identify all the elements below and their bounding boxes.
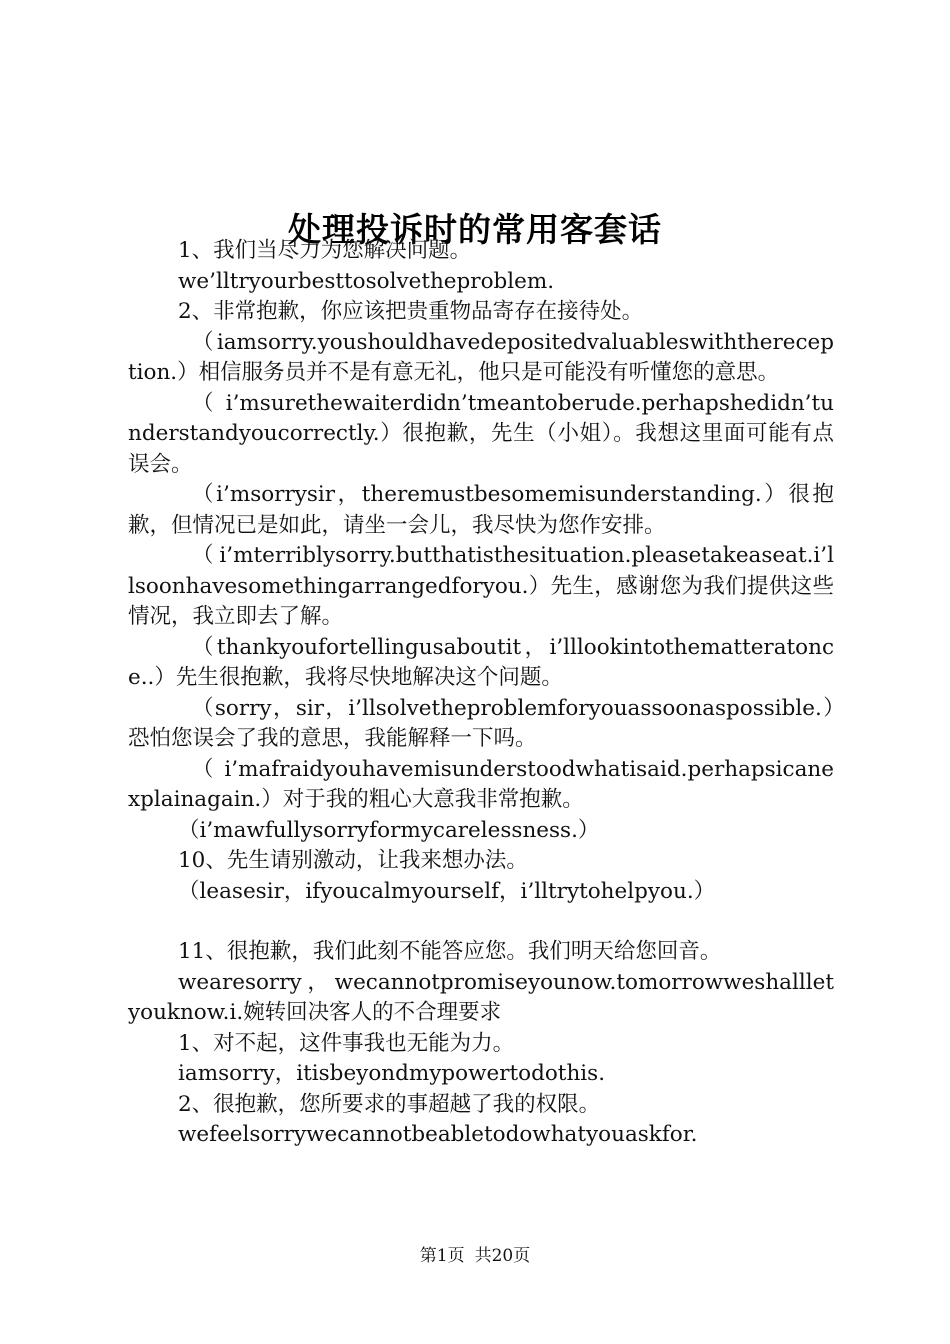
paragraph: （i’msorrysir，theremustbesomemisunderstanding.）很抱歉，但情况已是如此，请坐一会儿，我尽快为您作安排。 <box>128 482 834 538</box>
paragraph: （i’msurethewaiterdidn’tmeantoberude.perhapshedidn’tunderstandyoucorrectly.）很抱歉，先生（小姐）。我想这里面可能有点误会。 <box>128 390 834 477</box>
paragraph: 1、我们当尽力为您解决问题。 <box>178 238 472 263</box>
document-title: 处理投诉时的常用客套话 <box>288 210 662 250</box>
paragraph: 10、先生请别激动，让我来想办法。 <box>178 848 528 873</box>
paragraph: 11、很抱歉，我们此刻不能答应您。我们明天给您回音。 <box>178 939 722 964</box>
page-number: 第1页 <box>419 1246 465 1266</box>
page-footer <box>0 1244 950 1268</box>
paragraph: wearesorry，wecannotpromiseyounow.tomorrowweshallletyouknow.i.婉转回决客人的不合理要求 <box>128 969 834 1025</box>
paragraph: 1、对不起，这件事我也无能为力。 <box>178 1030 515 1056</box>
paragraph: （iamsorry.youshouldhavedepositedvaluableswiththereception.）相信服务员并不是有意无礼，他只是可能没有听懂您的意思。 <box>128 329 834 385</box>
page-total: 共20页 <box>474 1246 531 1266</box>
paragraph: iamsorry，itisbeyondmypowertodothis. <box>178 1061 606 1086</box>
paragraph: 2、很抱歉，您所要求的事超越了我的权限。 <box>178 1091 601 1117</box>
paragraph: （i’mawfullysorryformycarelessness.） <box>178 817 600 843</box>
paragraph: （leasesir，ifyoucalmyourself，i’lltrytohelpyou.） <box>178 878 716 904</box>
paragraph: （sorry，sir，i’llsolvetheproblemforyouassoonaspossible.）恐怕您误会了我的意思，我能解释一下吗。 <box>128 695 834 751</box>
paragraph: （i’mafraidyouhavemisunderstoodwhatisaid.perhapsicanexplainagain.）对于我的粗心大意我非常抱歉。 <box>128 756 834 812</box>
paragraph: we’lltryourbesttosolvetheproblem. <box>178 268 555 294</box>
paragraph: （i’mterriblysorry.butthatisthesituation.pleasetakeaseat.i’llsoonhavesomethingarrangedforyou.）先生，感谢您为我们提供这些情况，我立即去了解。 <box>128 543 834 629</box>
paragraph: （thankyoufortellingusaboutit，i’lllookintothematteratonce..）先生很抱歉，我将尽快地解决这个问题。 <box>128 634 834 690</box>
document-body <box>128 236 834 1151</box>
paragraph: wefeelsorrywecannotbeabletodowhatyouaskfor. <box>178 1122 698 1147</box>
paragraph: 2、非常抱歉，你应该把贵重物品寄存在接待处。 <box>178 299 644 324</box>
